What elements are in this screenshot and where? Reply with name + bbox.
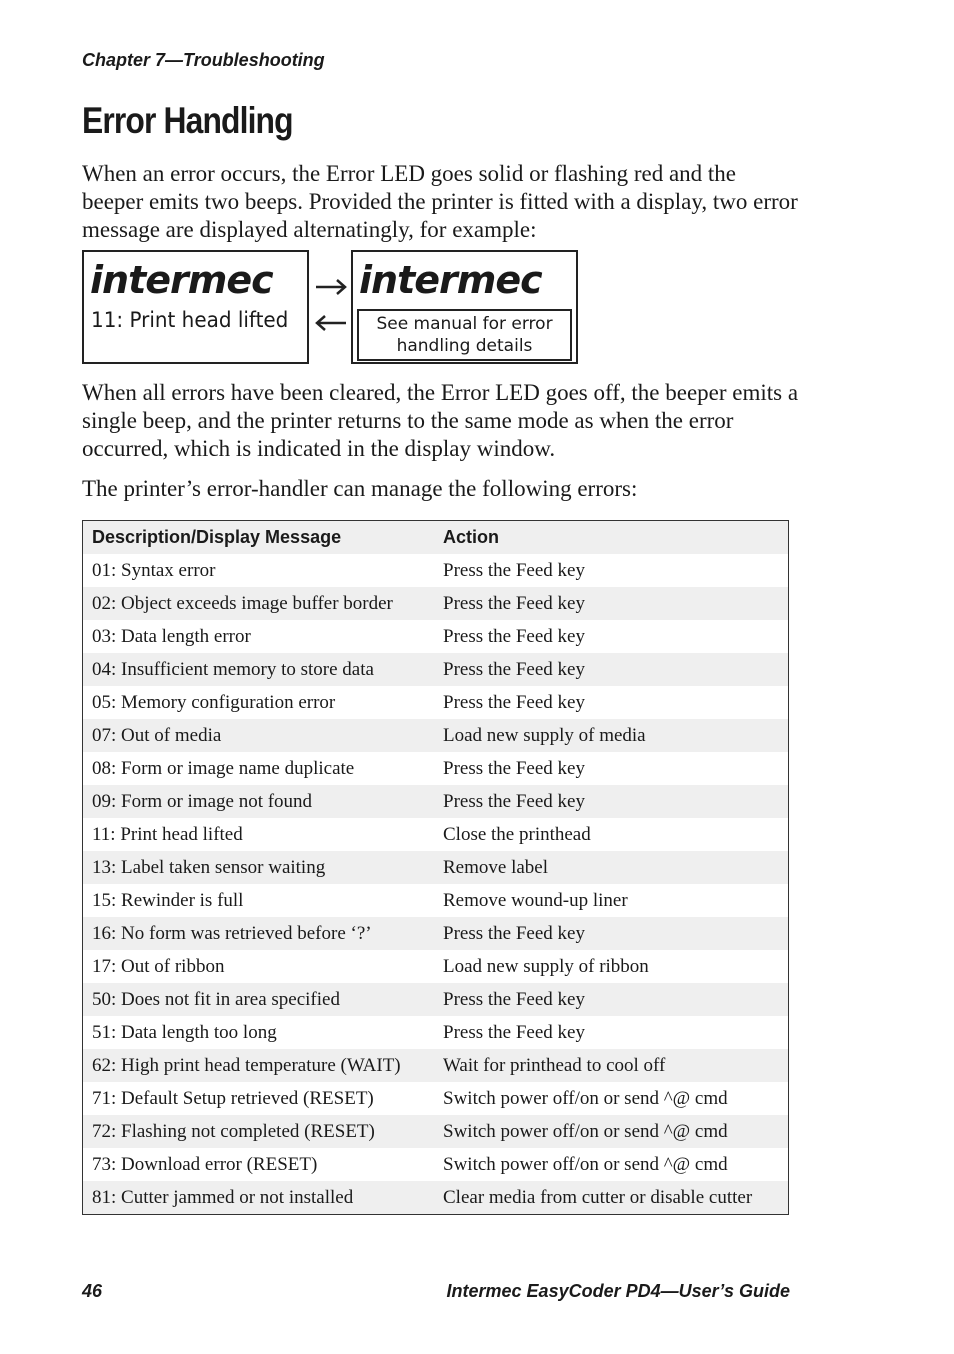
table-row (83, 1049, 789, 1082)
table-row (83, 1115, 789, 1148)
error-description: 73: Download error (RESET) (92, 1153, 318, 1175)
error-action: Switch power off/on or send ^@ cmd (443, 1087, 728, 1109)
error-description: 05: Memory configuration error (92, 691, 336, 713)
table-row (83, 983, 789, 1016)
error-table (82, 520, 789, 1215)
error-description: 07: Out of media (83, 719, 435, 752)
error-description: 01: Syntax error (92, 559, 216, 581)
error-action: Clear media from cutter or disable cutter (434, 1181, 789, 1215)
table-row (83, 1181, 789, 1215)
error-action: Load new supply of media (434, 719, 789, 752)
error-action: Press the Feed key (443, 1021, 585, 1043)
error-description: 02: Object exceeds image buffer border (83, 587, 435, 620)
error-action: Press the Feed key (434, 983, 789, 1016)
table-row (83, 851, 789, 884)
error-action: Close the printhead (443, 823, 591, 845)
error-description: 17: Out of ribbon (92, 955, 225, 977)
arrow-right-icon (316, 280, 345, 294)
guide-title: Intermec EasyCoder PD4—User’s Guide (446, 1281, 790, 1301)
error-description: 04: Insufficient memory to store data (83, 653, 435, 686)
intermec-logo: intermec (359, 258, 542, 302)
error-action: Press the Feed key (443, 559, 585, 581)
error-action: Press the Feed key (434, 587, 789, 620)
manual-message-line-1: See manual for error (376, 314, 553, 334)
table-row (83, 950, 789, 983)
table-header-row (83, 521, 789, 555)
error-description: 50: Does not fit in area specified (83, 983, 435, 1016)
display-manual-message (357, 309, 572, 361)
alternating-arrows-icon (313, 270, 349, 340)
table-row (83, 686, 789, 719)
error-description: 09: Form or image not found (83, 785, 435, 818)
table-row (83, 554, 789, 587)
error-description: 11: Print head lifted (92, 823, 243, 845)
error-description: 71: Default Setup retrieved (RESET) (92, 1087, 374, 1109)
page-number: 46 (82, 1281, 103, 1301)
manual-message-line-2: handling details (396, 336, 533, 356)
page-title: Error Handling (82, 100, 293, 141)
error-action: Remove wound-up liner (443, 889, 628, 911)
table-row (83, 785, 789, 818)
table-row (83, 917, 789, 950)
error-action: Press the Feed key (443, 757, 585, 779)
table-row (83, 1148, 789, 1181)
error-action: Press the Feed key (443, 625, 585, 647)
display-error-message: 11: Print head lifted (91, 308, 289, 332)
display-example-manual (351, 250, 578, 364)
cleared-paragraph: When all errors have been cleared, the Error LED goes off, the beeper emits a single beep, and the printer returns to the same mode as when the error occurred, which is indicated in the display window. (82, 380, 799, 461)
error-action: Wait for printhead to cool off (434, 1049, 789, 1082)
table-row (83, 620, 789, 653)
table-row (83, 884, 789, 917)
error-description: 16: No form was retrieved before ‘?’ (83, 917, 435, 950)
chapter-heading: Chapter 7—Troubleshooting (82, 50, 325, 70)
table-intro-paragraph: The printer’s error-handler can manage the following errors: (82, 476, 638, 501)
table-row (83, 1082, 789, 1115)
error-action: Press the Feed key (434, 917, 789, 950)
table-row (83, 653, 789, 686)
error-action: Load new supply of ribbon (443, 955, 649, 977)
display-example-error (82, 250, 309, 364)
table-row (83, 719, 789, 752)
error-action: Press the Feed key (434, 653, 789, 686)
error-description: 13: Label taken sensor waiting (83, 851, 435, 884)
table-row (83, 818, 789, 851)
intro-paragraph: When an error occurs, the Error LED goes solid or flashing red and the beeper emits two beeps. Provided the printer is fitted with a display, two error message are displayed alternatingly, for example: (82, 161, 798, 242)
error-description: 72: Flashing not completed (RESET) (83, 1115, 435, 1148)
error-description: 15: Rewinder is full (92, 889, 244, 911)
error-action: Press the Feed key (443, 691, 585, 713)
error-description: 81: Cutter jammed or not installed (83, 1181, 435, 1215)
table-row (83, 752, 789, 785)
error-action: Press the Feed key (434, 785, 789, 818)
error-description: 08: Form or image name duplicate (92, 757, 355, 779)
error-description: 51: Data length too long (92, 1021, 277, 1043)
error-description: 03: Data length error (92, 625, 251, 647)
column-header-action: Action (434, 521, 789, 555)
column-header-description: Description/Display Message (83, 521, 435, 555)
error-action: Switch power off/on or send ^@ cmd (434, 1115, 789, 1148)
arrow-left-icon (317, 316, 346, 330)
error-description: 62: High print head temperature (WAIT) (83, 1049, 435, 1082)
error-action: Remove label (434, 851, 789, 884)
intermec-logo: intermec (90, 258, 273, 302)
error-action: Switch power off/on or send ^@ cmd (443, 1153, 728, 1175)
table-row (83, 1016, 789, 1049)
table-row (83, 587, 789, 620)
